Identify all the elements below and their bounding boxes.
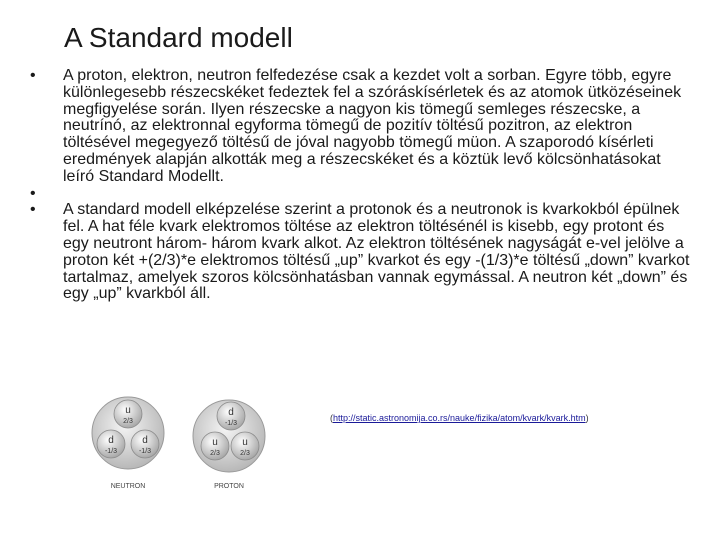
quark-charge: 2/3 (123, 418, 133, 425)
bullet-item (30, 186, 690, 203)
image-source-caption (330, 412, 630, 424)
quark-diagram (90, 392, 270, 492)
quark-sphere (114, 400, 142, 428)
quark-sphere (131, 430, 159, 458)
quark-sphere (217, 402, 245, 430)
caption-close-paren: ) (585, 413, 589, 423)
quark-flavor: u (212, 437, 218, 448)
quark-flavor: d (228, 407, 234, 418)
neutron-diagram (92, 397, 164, 490)
quark-flavor: d (108, 435, 114, 446)
bullet-text: A standard modell elképzelése szerint a protonok és a neutronok is kvarkokból épülnek fel. A hat féle kvark elektromos töltése az elektron töltésénél is kisebb, egy protont és egy neutront három- három kvark alkot. Az elektron töltésének nagyságát e-vel jelölve a proton két +(2/3)*e elektromos töltésű „up” kvarkot és egy -(1/3)*e töltésű „down” kvarkot tartalmaz, amelyek szoros kölcsönhatásban vannak egymással. A neutron két „down” és egy „up” kvarkból áll. (63, 201, 690, 303)
quark-flavor: u (125, 405, 131, 416)
bullet-marker: • (30, 201, 36, 219)
slide-title: A Standard modell (64, 22, 293, 53)
quark-charge: -1/3 (224, 420, 238, 427)
bullet-list (30, 68, 690, 303)
neutron-label: NEUTRON (110, 483, 146, 490)
quark-sphere (97, 430, 125, 458)
quark-charge: 2/3 (240, 450, 250, 457)
quark-sphere (201, 432, 229, 460)
quark-charge: -1/3 (104, 448, 118, 455)
quark-sphere (231, 432, 259, 460)
quark-charge: 2/3 (210, 450, 220, 457)
quark-flavor: u (242, 437, 248, 448)
proton-label: PROTON (214, 483, 244, 490)
source-link[interactable]: http://static.astronomija.co.rs/nauke/fizika/atom/kvark/kvark.htm (333, 413, 586, 423)
caption-open-paren: ( (330, 413, 333, 423)
bullet-item (30, 68, 690, 186)
bullet-text: A proton, elektron, neutron felfedezése csak a kezdet volt a sorban. Egyre több, egyre különlegesebb részecskéket fedeztek fel a szóráskísérletek és az atomok ütközéseinek megfigyelése során. Ilyen részecske a nagyon kis tömegű semleges részecske, a neutrínó, az elektronnal egyforma tömegű de pozitív töltésű pozitron, az elektron töltésével megegyező töltésű de jóval nagyobb tömegű müon. A szaporodó kísérleti eredmények alapján alkották meg a részecskéket és a köztük levő kölcsönhatásokat leíró Standard Modellt. (63, 67, 682, 185)
quark-charge: -1/3 (138, 448, 152, 455)
bullet-item (30, 202, 690, 303)
bullet-marker: • (30, 184, 36, 202)
quark-flavor: d (142, 435, 148, 446)
proton-diagram (193, 400, 265, 490)
bullet-marker: • (30, 67, 36, 84)
